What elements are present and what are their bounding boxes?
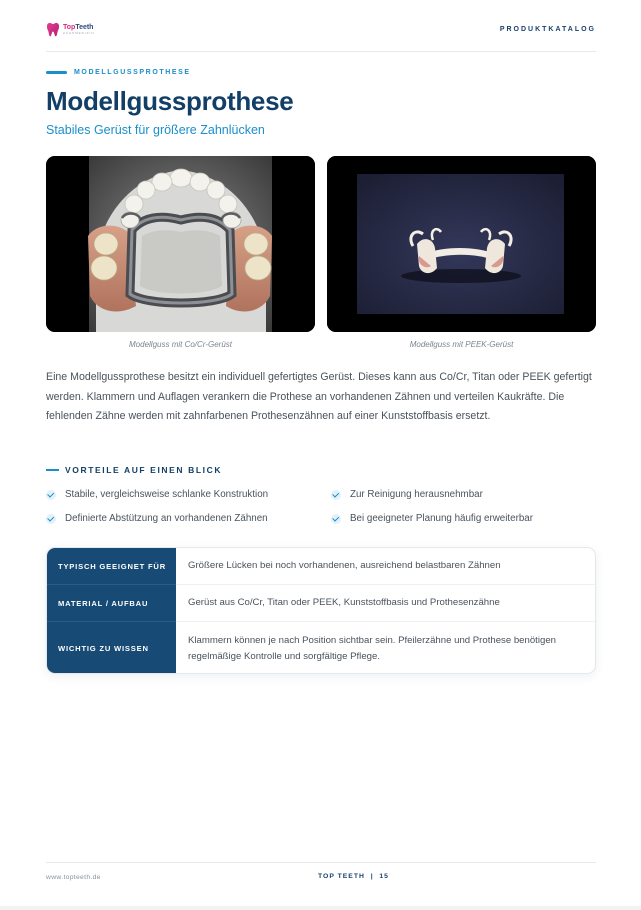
- info-label: WICHTIG ZU WISSEN: [47, 622, 176, 674]
- advantages-heading: [46, 465, 222, 475]
- eyebrow-accent-line: [46, 71, 67, 74]
- page-header: [46, 18, 596, 52]
- advantages-title: VORTEILE AUF EINEN BLICK: [65, 465, 223, 475]
- advantage-text: Definierte Abstützung an vorhandenen Zähnen: [65, 513, 268, 524]
- tooth-icon: [46, 22, 60, 37]
- advantages-accent-line: [46, 469, 59, 471]
- eyebrow-label: MODELLGUSSPROTHESE: [74, 69, 191, 76]
- advantage-item: [331, 489, 483, 500]
- info-value: Gerüst aus Co/Cr, Titan oder PEEK, Kunststoffbasis und Prothesenzähne: [176, 585, 596, 622]
- logo[interactable]: [46, 22, 95, 37]
- checkmark-icon: [46, 514, 56, 524]
- page-bottom-edge: [0, 906, 641, 910]
- photo-cocr-framework: [46, 156, 315, 332]
- footer-brand-page: [318, 873, 389, 880]
- advantage-text: Zur Reinigung herausnehmbar: [350, 489, 483, 500]
- checkmark-icon: [46, 490, 56, 500]
- advantage-text: Bei geeigneter Planung häufig erweiterbar: [350, 513, 533, 524]
- footer-separator: |: [370, 873, 374, 880]
- cocr-framework-illustration: [46, 156, 315, 332]
- info-label: MATERIAL / AUFBAU: [47, 585, 176, 622]
- page-number: 15: [379, 873, 389, 880]
- footer-website-link[interactable]: www.topteeth.de: [46, 874, 101, 881]
- photo-caption-peek: Modellguss mit PEEK-Gerüst: [409, 340, 514, 349]
- advantage-text: Stabile, vergleichsweise schlanke Konstruktion: [65, 489, 269, 500]
- catalog-label: PRODUKTKATALOG: [499, 26, 596, 33]
- advantage-item: [331, 513, 533, 524]
- photo-peek-framework: [327, 156, 596, 332]
- info-value: Klammern können je nach Position sichtbar sein. Pfeilerzähne und Prothese benötigen regelmäßige Kontrolle und sorgfältige Pflege.: [188, 635, 556, 662]
- info-row-material: [47, 585, 596, 622]
- page-subtitle: Stabiles Gerüst für größere Zahnlücken: [46, 123, 265, 137]
- section-eyebrow: [46, 69, 191, 76]
- footer-brand: TOP TEETH: [318, 873, 365, 880]
- page-footer: [46, 862, 596, 881]
- info-table: [46, 547, 596, 674]
- logo-wordmark: TopTeeth: [63, 24, 94, 31]
- info-row-important: [47, 622, 596, 674]
- checkmark-icon: [331, 490, 341, 500]
- photo-caption-cocr: Modellguss mit Co/Cr-Gerüst: [129, 340, 232, 349]
- checkmark-icon: [331, 514, 341, 524]
- logo-tagline: ZAHNMEDIZIN: [63, 31, 95, 35]
- info-row-suitable: [47, 548, 596, 585]
- advantage-item: [46, 489, 268, 500]
- description-paragraph: Eine Modellgussprothese besitzt ein individuell gefertigtes Gerüst. Dieses kann aus Co/Cr, Titan oder PEEK gefertigt werden. Klammern und Auflagen verankern die Prothese an vorhandenen Zähnen und verteilen Kaukräfte. Die fehlenden Zähne werden mit zahnfarbenen Prothesenzähnen auf einer Kunststoffbasis ersetzt.: [46, 371, 592, 423]
- peek-framework-illustration: [327, 156, 596, 332]
- info-label: TYPISCH GEEIGNET FÜR: [47, 548, 176, 585]
- page-title: Modellgussprothese: [46, 86, 294, 116]
- info-value: Größere Lücken bei noch vorhandenen, ausreichend belastbaren Zähnen: [176, 548, 596, 585]
- advantage-item: [46, 513, 268, 524]
